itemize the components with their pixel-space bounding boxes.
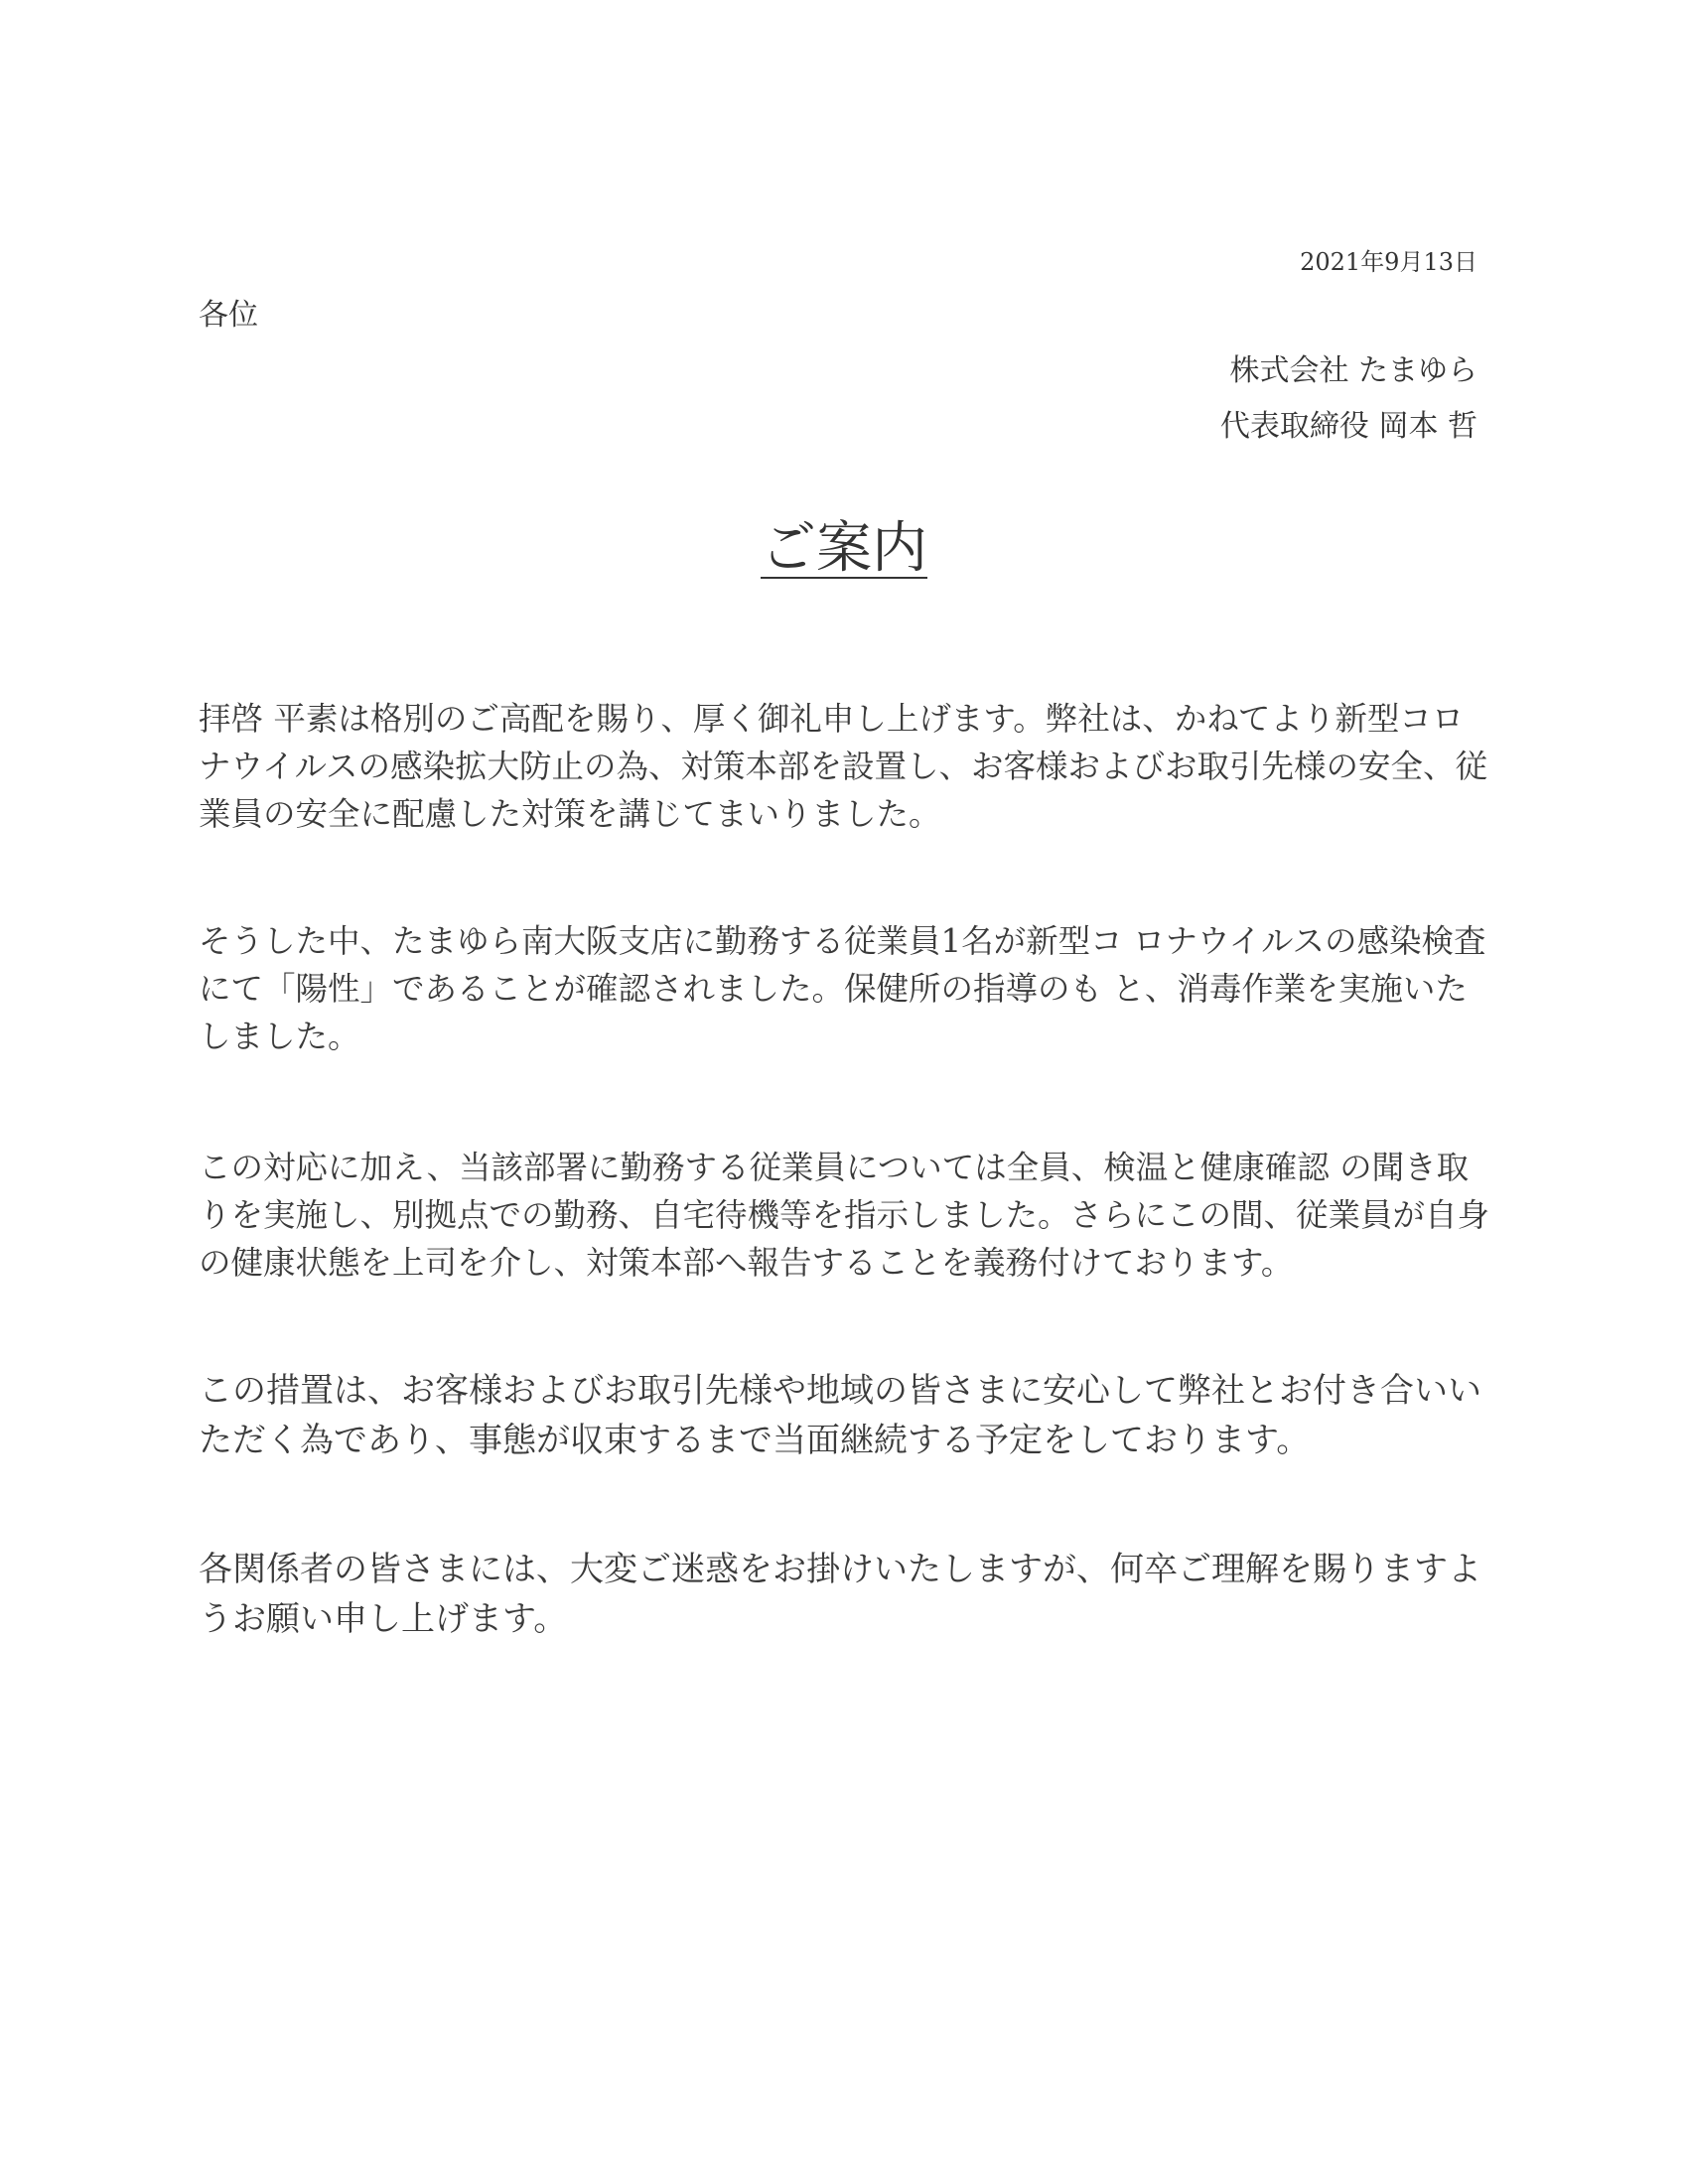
body-paragraph: 各関係者の皆さまには、大変ご迷惑をお掛けいたしますが、何卒ご理解を賜りますようお願い申し上げます。: [199, 1550, 1481, 1639]
sender-block: [1220, 343, 1477, 455]
document-title: [0, 504, 1688, 584]
body-paragraph: この対応に加え、当該部署に勤務する従業員については全員、検温と健康確認 の聞き取りを実施し、別拠点での勤務、自宅待機等を指示しました。さらにこの間、従業員が自身の健康状態を上司を介し、対策本部へ報告することを義務付けております。: [199, 1149, 1490, 1282]
document-date: 2021年9月13日: [1300, 248, 1477, 276]
document-body: [199, 695, 1489, 1723]
company-name: 株式会社 たまゆら: [1229, 353, 1477, 388]
body-paragraph: この措置は、お客様およびお取引先様や地域の皆さまに安心して弊社とお付き合いいただく為であり、事態が収束するまで当面継続する予定をしております。: [199, 1371, 1481, 1460]
body-paragraph: 拝啓 平素は格別のご高配を賜り、厚く御礼申し上げます。弊社は、かねてより新型コロナウイルスの感染拡大防止の為、対策本部を設置し、お客様およびお取引先様の安全、従業員の安全に配慮した対策を講じてまいりました。: [199, 700, 1488, 833]
recipient-salutation: 各位: [199, 298, 258, 333]
body-paragraph: そうした中、たまゆら南大阪支店に勤務する従業員1名が新型コ ロナウイルスの感染検査にて「陽性」であることが確認されました。保健所の指導のも と、消毒作業を実施いたしました。: [199, 922, 1486, 1055]
document-title-text: ご案内: [761, 516, 927, 581]
representative-name: 代表取締役 岡本 哲: [1219, 409, 1477, 444]
